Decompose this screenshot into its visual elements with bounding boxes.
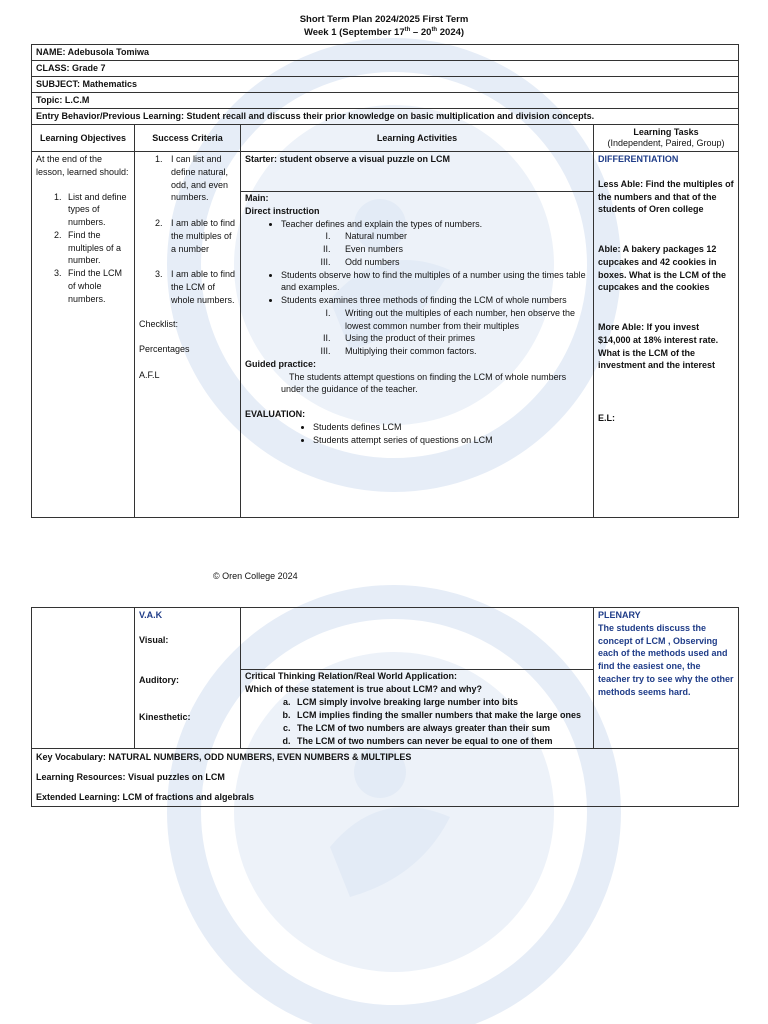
- answer-options: [245, 696, 589, 748]
- lesson-plan-table: [31, 44, 739, 518]
- starter-text: Starter: student observe a visual puzzle on LCM: [241, 152, 593, 192]
- checklist-label: Checklist:: [139, 318, 179, 329]
- list-item: I. Natural number: [333, 230, 589, 243]
- visual-label: Visual:: [139, 634, 169, 645]
- document-header: [0, 13, 768, 39]
- list-item: II. Using the product of their primes: [333, 332, 589, 345]
- vak-cell: [135, 608, 241, 749]
- direct-instruction-label: Direct instruction: [245, 205, 320, 216]
- list-item: 1. List and define types of numbers.: [64, 191, 130, 229]
- criteria-header: Success Criteria: [135, 125, 241, 152]
- list-item: 2. I am able to find the multiples of a number: [165, 217, 236, 255]
- tasks-cell: [594, 152, 739, 518]
- lcm-methods-list: [281, 307, 589, 358]
- vak-label: V.A.K: [139, 610, 163, 620]
- key-vocabulary: Key Vocabulary: NATURAL NUMBERS, ODD NUMBERS, EVEN NUMBERS & MULTIPLES: [36, 752, 412, 762]
- kinesthetic-label: Kinesthetic:: [139, 712, 191, 723]
- list-item: • Teacher defines and explain the types of numbers. I. Natural number II. Even numbers III. Odd numbers: [281, 218, 589, 269]
- list-item: b. LCM implies finding the smaller numbers that make the large ones: [293, 709, 589, 722]
- guided-practice-text: The students attempt questions on finding the LCM of whole numbers under the guidance of the teacher.: [281, 371, 567, 395]
- percentages-label: Percentages: [139, 344, 190, 355]
- able-task: Able: A bakery packages 12 cupcakes and 42 cookies in boxes. What is the LCM of the cupcakes and the cookies: [598, 244, 727, 293]
- tasks-header: Learning Tasks (Independent, Paired, Group): [594, 125, 739, 152]
- list-item: d. The LCM of two numbers can never be equal to one of them: [293, 735, 589, 748]
- evaluation-list: [245, 421, 589, 447]
- objectives-cell: [32, 152, 135, 518]
- header-title: Short Term Plan 2024/2025 First Term: [299, 14, 469, 25]
- blank-cell: [32, 608, 135, 749]
- number-types-list: [281, 230, 589, 268]
- more-able-task: More Able: If you invest $14,000 at 18% interest rate. What is the LCM of the investment and the interest: [598, 322, 719, 371]
- learning-resources: Learning Resources: Visual puzzles on LCM: [36, 772, 225, 782]
- guided-practice-label: Guided practice:: [245, 358, 317, 369]
- list-item: c. The LCM of two numbers are always greater than their sum: [293, 722, 589, 735]
- header-week: Week 1 (September 17th – 20th 2024): [303, 26, 465, 38]
- instruction-list: [245, 218, 589, 358]
- evaluation-label: EVALUATION:: [245, 409, 306, 420]
- list-item: III. Multiplying their common factors.: [333, 345, 589, 358]
- topic-field: Topic: L.C.M: [32, 93, 739, 109]
- extended-learning: Extended Learning: LCM of fractions and algebrals: [36, 792, 255, 802]
- criteria-cell: [135, 152, 241, 518]
- list-item: III. Odd numbers: [333, 256, 589, 269]
- less-able-task: Less Able: Find the multiples of the numbers and that of the students of Oren college: [598, 178, 734, 215]
- activities-cell: [241, 152, 594, 518]
- entry-behavior: Entry Behavior/Previous Learning: Student recall and discuss their prior knowledge on basic multiplication and division concepts.: [32, 109, 739, 125]
- list-item: 3. I am able to find the LCM of whole numbers.: [165, 268, 236, 306]
- differentiation-label: DIFFERENTIATION: [598, 154, 679, 164]
- critical-thinking-cell: [241, 608, 594, 749]
- main-label: Main:: [245, 193, 269, 203]
- class-field: CLASS: Grade 7: [32, 61, 739, 77]
- plenary-label: PLENARY: [598, 610, 641, 620]
- list-item: • Students examines three methods of finding the LCM of whole numbers I. Writing out the multiples of each number, hen observe the lowest common number from their multiples II. Using the product of their primes III. Multiplying their common factors.: [281, 294, 589, 358]
- afl-label: A.F.L: [139, 370, 160, 381]
- subject-field: SUBJECT: Mathematics: [32, 77, 739, 93]
- teacher-name: NAME: Adebusola Tomiwa: [32, 45, 739, 61]
- resources-cell: [32, 749, 739, 807]
- critical-thinking-title: Critical Thinking Relation/Real World Application:: [245, 671, 458, 681]
- objectives-intro: At the end of the lesson, learned should:: [36, 154, 129, 177]
- plenary-text: The students discuss the concept of LCM , Observing each of the methods used and find the easiest one, the teacher try to see why the other methods seems hard.: [598, 622, 734, 697]
- list-item: 1. I can list and define natural, odd, and even numbers.: [165, 153, 236, 204]
- list-item: II. Even numbers: [333, 243, 589, 256]
- list-item: a. LCM simply involve breaking large number into bits: [293, 696, 589, 709]
- objectives-list: [36, 191, 130, 306]
- copyright-footer: © Oren College 2024: [213, 571, 298, 581]
- critical-thinking-question: Which of these statement is true about LCM? and why?: [245, 684, 483, 694]
- list-item: • Students defines LCM: [313, 421, 589, 434]
- activities-header: Learning Activities: [241, 125, 594, 152]
- list-item: 3. Find the LCM of whole numbers.: [64, 267, 130, 305]
- list-item: • Students observe how to find the multiples of a number using the times table and examples.: [281, 269, 589, 295]
- list-item: I. Writing out the multiples of each number, hen observe the lowest common number from their multiples: [333, 307, 589, 333]
- criteria-list: [139, 153, 236, 307]
- plenary-cell: [594, 608, 739, 749]
- auditory-label: Auditory:: [139, 674, 179, 685]
- plenary-table: [31, 607, 739, 807]
- objectives-header: Learning Objectives: [32, 125, 135, 152]
- list-item: 2. Find the multiples of a number.: [64, 229, 130, 267]
- el-label: E.L:: [598, 413, 615, 424]
- list-item: • Students attempt series of questions on LCM: [313, 434, 589, 447]
